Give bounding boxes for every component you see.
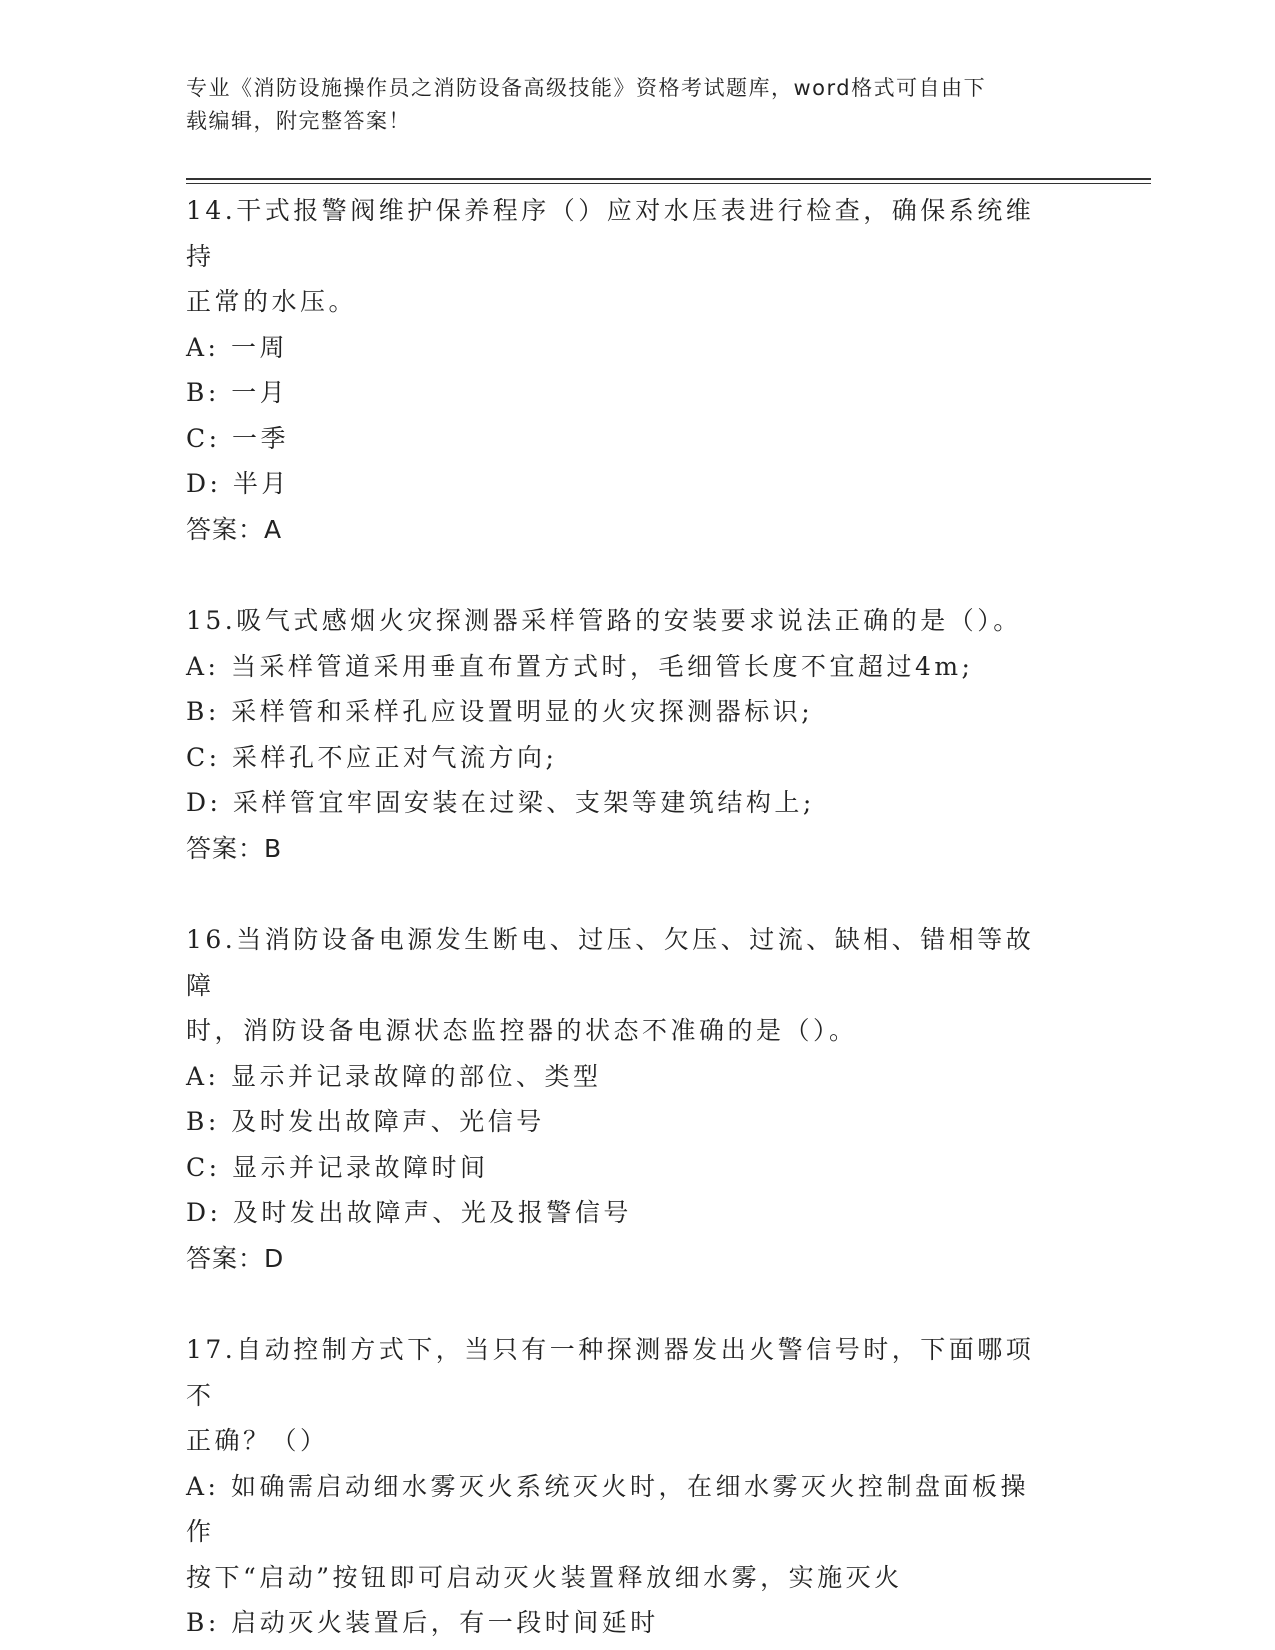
- question-stem-line: 正确？（）: [186, 1426, 329, 1455]
- option-d: D: 及时发出故障声、光及报警信号: [186, 1198, 632, 1227]
- option-a: A: 一周: [186, 332, 288, 362]
- question-stem-line: 14.干式报警阀维护保养程序（）应对水压表进行检查，确保系统维持: [186, 196, 1035, 271]
- option-a: A: 当采样管道采用垂直布置方式时，毛细管长度不宜超过4m;: [186, 651, 974, 681]
- question-14: [186, 188, 1056, 552]
- option-d: D: 半月: [186, 469, 290, 498]
- question-16: [186, 917, 1056, 1281]
- question-list: [186, 188, 1056, 1646]
- answer-line: 答案：B: [186, 833, 283, 863]
- option-a: A: 如确需启动细水雾灭火系统灭火时，在细水雾灭火控制盘面板操作: [186, 1471, 1029, 1546]
- option-c: C: 采样孔不应正对气流方向;: [186, 742, 558, 772]
- option-b: B: 及时发出故障声、光信号: [186, 1107, 545, 1136]
- option-a: A: 显示并记录故障的部位、类型: [186, 1061, 602, 1091]
- answer-line: 答案：D: [186, 1243, 285, 1273]
- question-stem-line: 正常的水压。: [186, 287, 358, 316]
- question-stem-line: 17.自动控制方式下，当只有一种探测器发出火警信号时，下面哪项不: [186, 1335, 1035, 1410]
- header-divider-thick: [186, 178, 1151, 180]
- header-line-2: 载编辑，附完整答案！: [186, 109, 411, 133]
- question-stem-line: 15.吸气式感烟火灾探测器采样管路的安装要求说法正确的是（）。: [186, 606, 1022, 635]
- option-a-continuation: 按下“启动”按钮即可启动灭火装置释放细水雾，实施灭火: [186, 1562, 903, 1592]
- header-divider-thin: [186, 183, 1151, 184]
- option-b: B: 启动灭火装置后，有一段时间延时: [186, 1608, 659, 1637]
- option-c: C: 显示并记录故障时间: [186, 1152, 489, 1182]
- question-17: [186, 1327, 1056, 1646]
- question-stem-line: 16.当消防设备电源发生断电、过压、欠压、过流、缺相、错相等故障: [186, 925, 1035, 1000]
- question-15: [186, 598, 1056, 871]
- answer-line: 答案：A: [186, 514, 283, 544]
- option-b: B: 一月: [186, 378, 289, 407]
- option-c: C: 一季: [186, 423, 290, 453]
- question-stem-line: 时，消防设备电源状态监控器的状态不准确的是（）。: [186, 1016, 858, 1045]
- header-line-1: 专业《消防设施操作员之消防设备高级技能》资格考试题库，word格式可自由下: [186, 76, 987, 100]
- document-header: [186, 72, 1066, 138]
- option-d: D: 采样管宜牢固安装在过梁、支架等建筑结构上;: [186, 788, 815, 817]
- option-b: B: 采样管和采样孔应设置明显的火灾探测器标识;: [186, 697, 814, 726]
